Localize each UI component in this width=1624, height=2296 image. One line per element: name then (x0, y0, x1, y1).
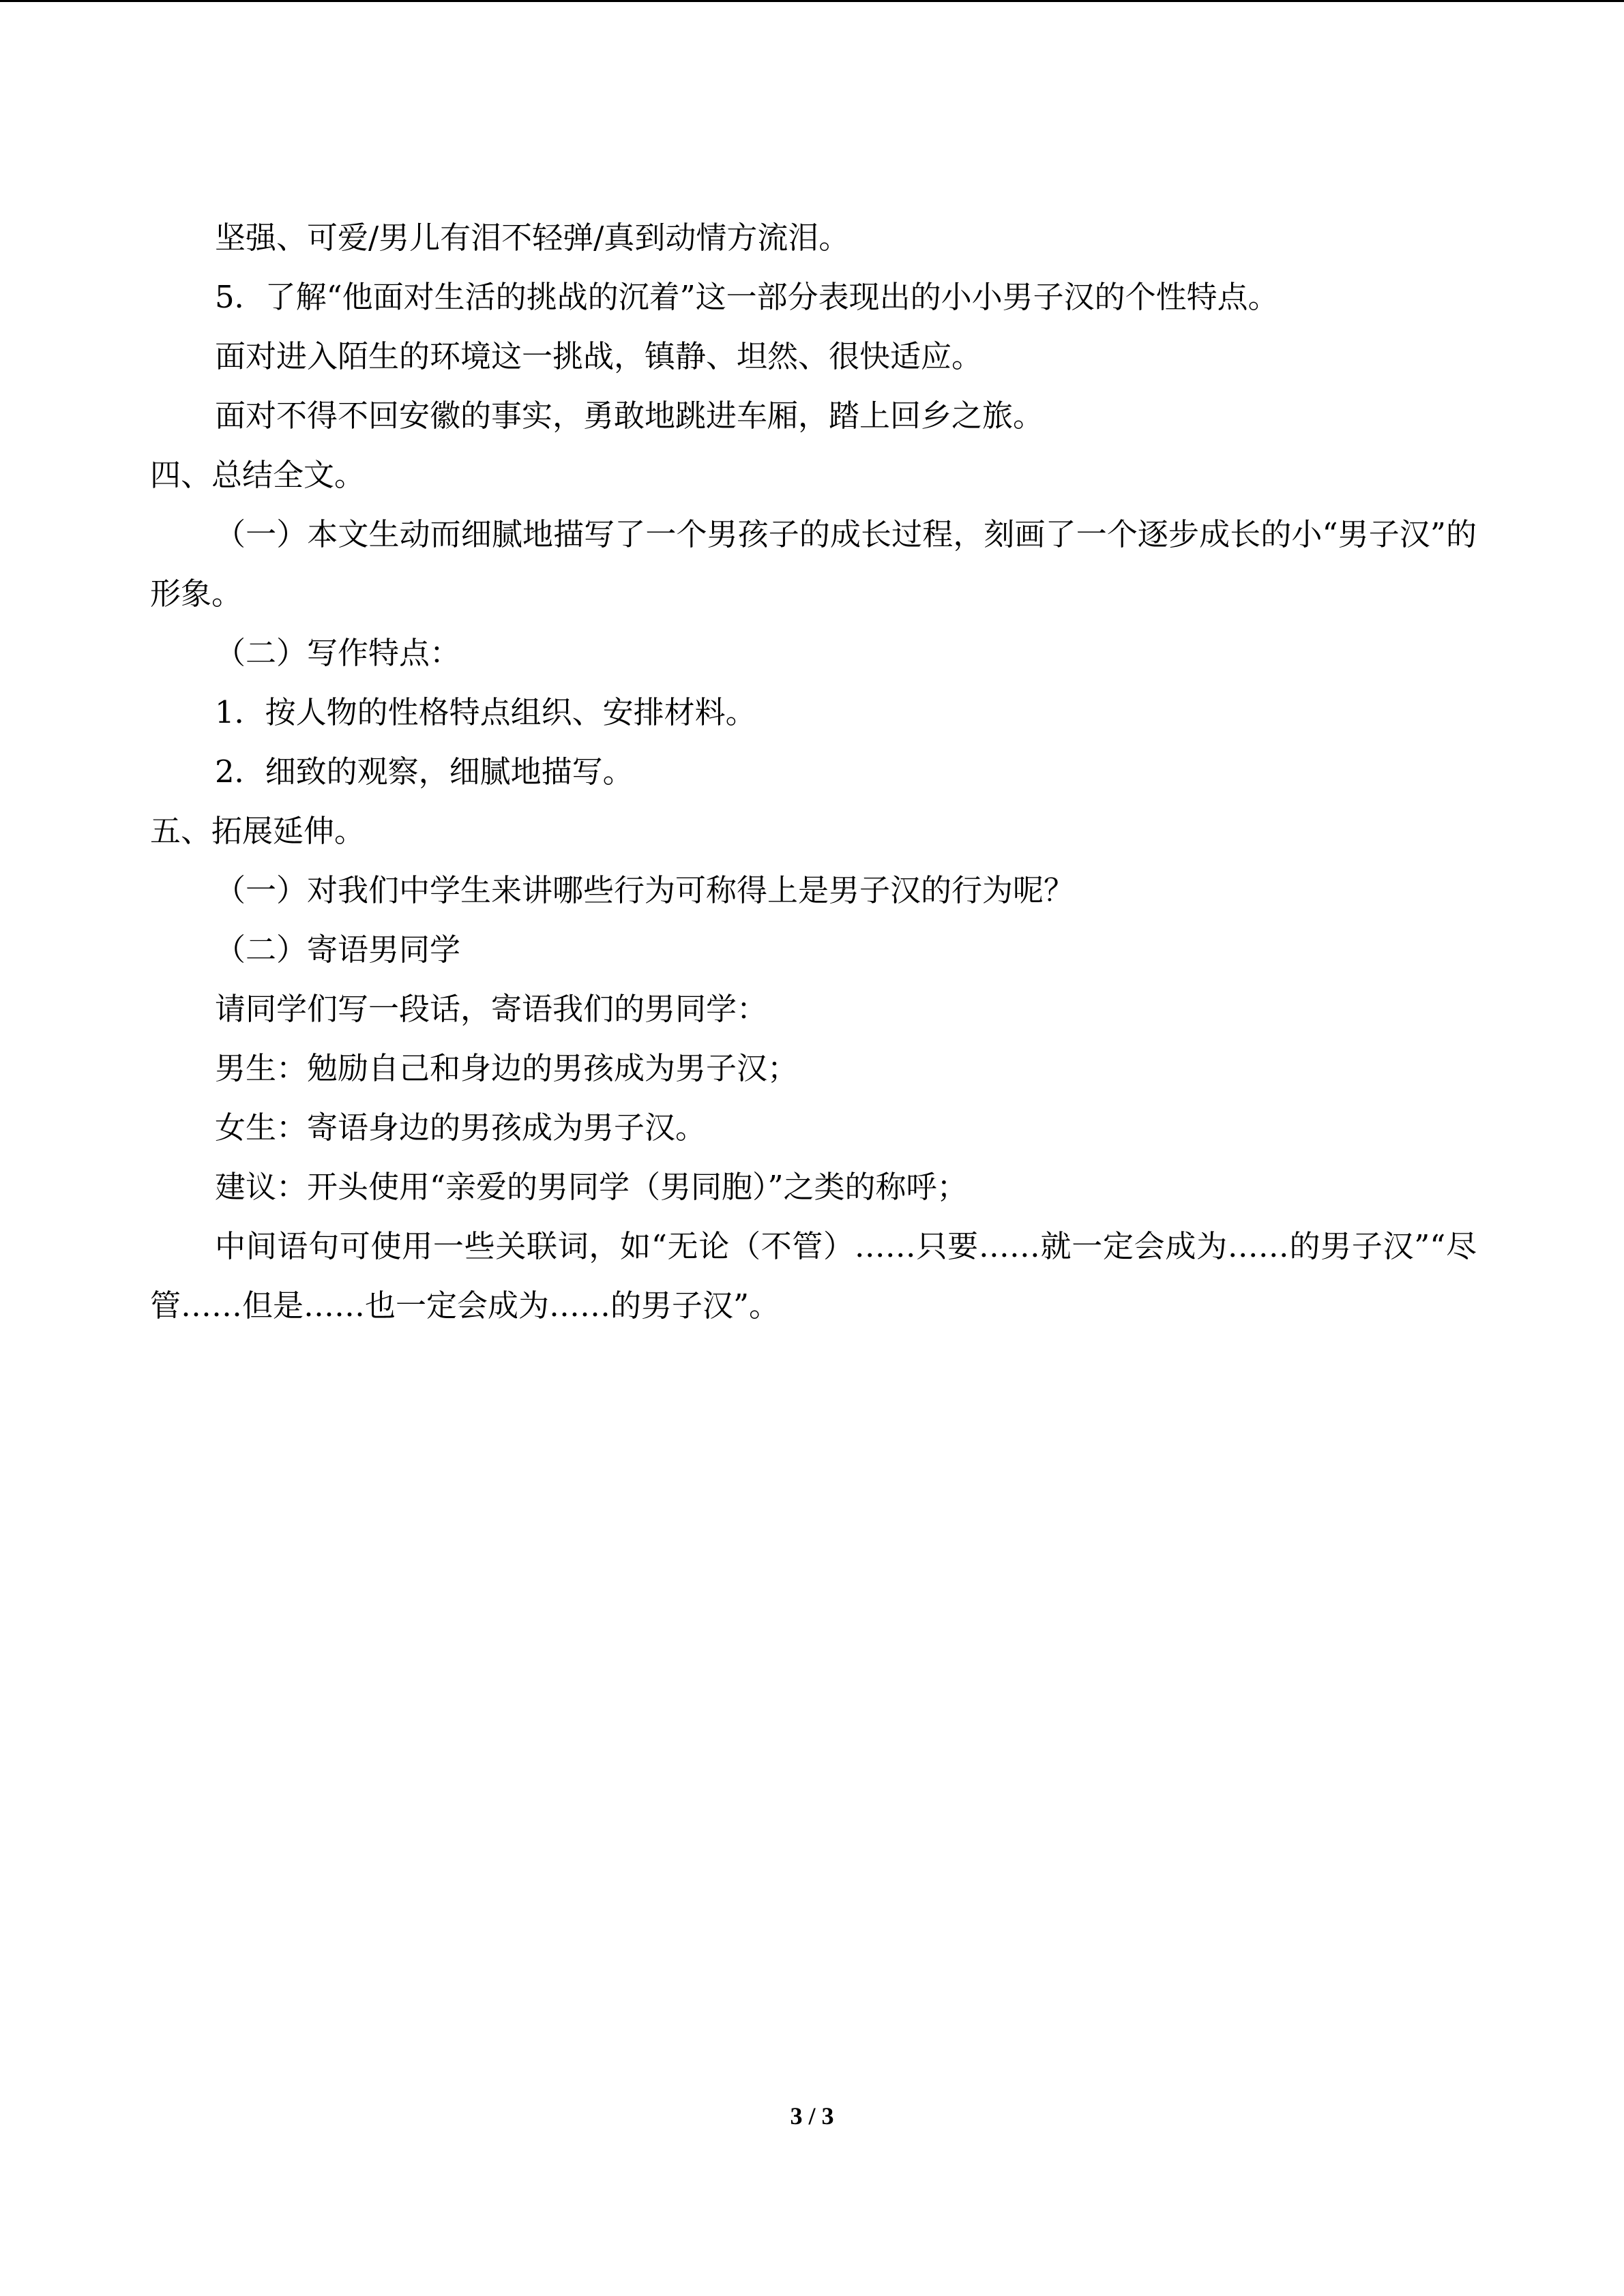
question-line: （一）对我们中学生来讲哪些行为可称得上是男子汉的行为呢？ (215, 872, 1075, 908)
conjunction-paragraph: 中间语句可使用一些关联词，如“无论（不管）……只要……就一定会成为……的男子汉”“尽管……但是……也一定会成为……的男子汉”。 (150, 1228, 1477, 1324)
text-line: 坚强、可爱/男儿有泪不轻弹/真到动情方流泪。 (215, 220, 850, 256)
top-border-rule (0, 0, 1624, 2)
section-heading-summary: 四、总结全文。 (150, 457, 366, 493)
document-body (150, 208, 1477, 1335)
text-line: 面对不得不回安徽的事实，勇敢地跳进车厢，踏上回乡之旅。 (215, 398, 1044, 434)
subheading-writing-features: （二）写作特点： (215, 635, 461, 671)
numbered-point-1: 1．按人物的性格特点组织、安排材料。 (215, 694, 756, 730)
numbered-point-5: 5．了解“他面对生活的挑战的沉着”这一部分表现出的小小男子汉的个性特点。 (215, 279, 1279, 315)
numbered-point-2: 2．细致的观察，细腻地描写。 (215, 754, 634, 790)
text-line: 男生：勉励自己和身边的男孩成为男子汉； (215, 1050, 799, 1086)
text-line: 请同学们写一段话，寄语我们的男同学： (215, 991, 768, 1027)
text-line: 女生：寄语身边的男孩成为男子汉。 (215, 1109, 707, 1146)
summary-paragraph: （一）本文生动而细腻地描写了一个男孩子的成长过程，刻画了一个逐步成长的小“男子汉”的形象。 (150, 516, 1477, 612)
subheading-message: （二）寄语男同学 (215, 931, 461, 968)
suggestion-line: 建议：开头使用“亲爱的男同学（男同胞）”之类的称呼； (215, 1169, 968, 1205)
section-heading-extension: 五、拓展延伸。 (150, 813, 366, 849)
text-line: 面对进入陌生的环境这一挑战，镇静、坦然、很快适应。 (215, 338, 983, 374)
page-number: 3 / 3 (790, 2102, 834, 2130)
